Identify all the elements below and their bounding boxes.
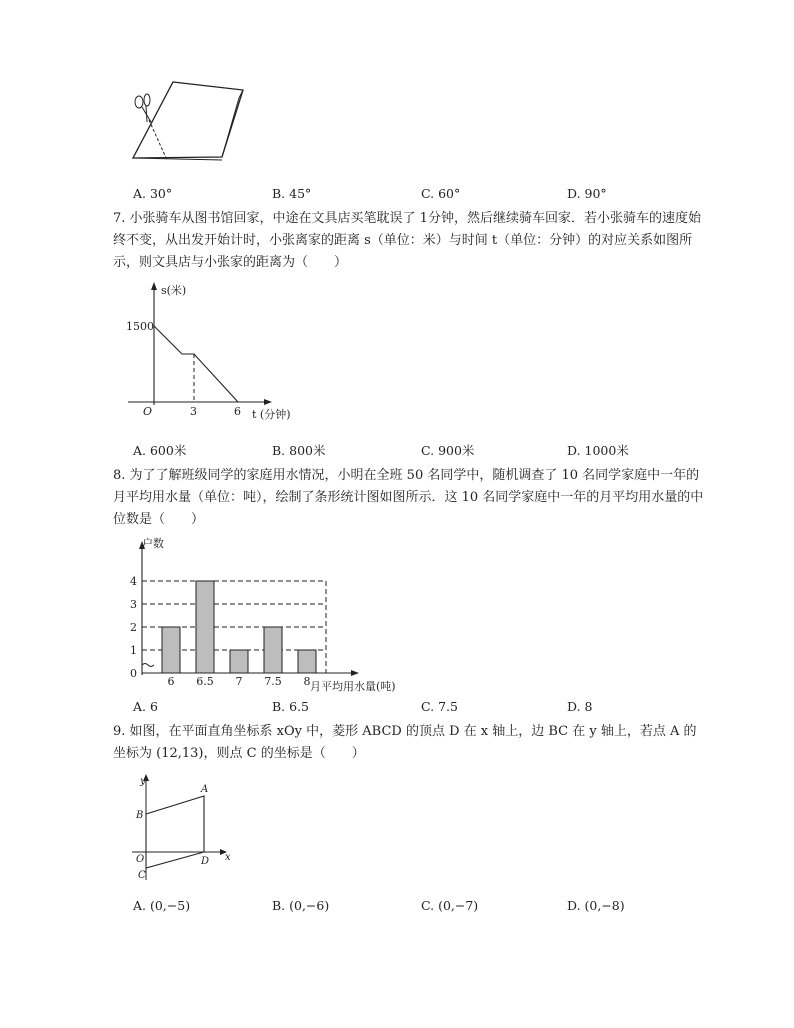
- chart-y-label: 户数: [142, 537, 164, 550]
- fig-point-d: D: [201, 856, 210, 867]
- water-usage-bar-chart: [120, 535, 420, 695]
- q6-option-c[interactable]: C. 60°: [421, 186, 461, 201]
- chart-bar: [162, 627, 180, 673]
- fig-point-c: C: [138, 870, 146, 881]
- q8-option-c[interactable]: C. 7.5: [421, 699, 458, 714]
- q7-text: 7. 小张骑车从图书馆回家，中途在文具店买笔耽误了 1分钟，然后继续骑车回家．若小张骑车的速度始终不变，从出发开始计时，小张离家的距离 s（单位：米）与时间 t（单位：分钟）的对应关系如图所示，则文具店与小张家的距离为（ ）: [113, 211, 701, 270]
- q6-option-d[interactable]: D. 90°: [567, 186, 607, 201]
- scissors-icon: [135, 94, 151, 122]
- chart-bar: [230, 650, 248, 673]
- graph-x-tick-3: 3: [190, 405, 197, 418]
- q8-question: [113, 465, 705, 531]
- q9-option-c[interactable]: C. (0,−7): [421, 898, 479, 913]
- graph-x-tick-6: 6: [234, 405, 241, 418]
- q7-option-c[interactable]: C. 900米: [421, 443, 475, 458]
- chart-x-label: 月平均用水量(吨): [310, 680, 396, 693]
- q9-option-a[interactable]: A. (0,−5): [133, 898, 191, 913]
- chart-x-tick: 7.5: [264, 675, 282, 688]
- chart-bar: [196, 581, 214, 673]
- fig-axis-y: y: [140, 776, 146, 787]
- chart-y-tick: 0: [130, 667, 137, 680]
- chart-bar: [264, 627, 282, 673]
- q7-question: [113, 208, 705, 274]
- rhombus-coordinate-figure: [128, 770, 238, 885]
- q9-text: 9. 如图，在平面直角坐标系 xOy 中，菱形 ABCD 的顶点 D 在 x 轴上，边 BC 在 y 轴上，若点 A 的坐标为 (12,13)，则点 C 的坐标是（ ）: [113, 724, 697, 761]
- chart-y-tick: 3: [130, 598, 137, 611]
- chart-bar: [298, 650, 316, 673]
- graph-y-label: s(米): [161, 284, 187, 297]
- q8-option-b[interactable]: B. 6.5: [272, 699, 310, 714]
- q9-option-b[interactable]: B. (0,−6): [272, 898, 330, 913]
- q7-option-b[interactable]: B. 800米: [272, 443, 326, 458]
- fig-point-a: A: [201, 784, 209, 795]
- q8-text: 8. 为了了解班级同学的家庭用水情况，小明在全班 50 名同学中，随机调查了 10 名同学家庭中一年的月平均用水量（单位：吨），绘制了条形统计图如图所示．这 10 名同学家庭中一年的月平均用水量的中位数是（ ）: [113, 468, 704, 527]
- graph-y-tick: 1500: [126, 320, 154, 333]
- axis-break-mark: [142, 664, 154, 667]
- chart-x-axis-arrow: [351, 670, 359, 676]
- q7-option-a[interactable]: A. 600米: [133, 443, 187, 458]
- q9-question: [113, 721, 705, 765]
- chart-x-tick: 6.5: [196, 675, 214, 688]
- chart-y-tick: 2: [130, 621, 137, 634]
- graph-origin: O: [143, 405, 153, 418]
- chart-x-tick: 7: [235, 675, 243, 688]
- q9-option-d[interactable]: D. (0,−8): [567, 898, 625, 913]
- fig-point-b: B: [136, 810, 144, 821]
- q8-option-a[interactable]: A. 6: [133, 699, 158, 714]
- q6-option-b[interactable]: B. 45°: [272, 186, 312, 201]
- paper-fold-figure: [125, 78, 250, 173]
- q6-option-a[interactable]: A. 30°: [133, 186, 173, 201]
- fig-axis-x: x: [225, 852, 231, 863]
- chart-x-tick: 6: [167, 675, 175, 688]
- graph-x-label: t (分钟): [252, 408, 291, 420]
- chart-y-tick: 1: [130, 644, 137, 657]
- chart-x-tick: 8: [303, 675, 311, 688]
- distance-time-graph: [118, 280, 298, 420]
- chart-y-tick: 4: [130, 575, 137, 588]
- fig-point-o: O: [136, 854, 145, 865]
- q7-option-d[interactable]: D. 1000米: [567, 443, 629, 458]
- q8-option-d[interactable]: D. 8: [567, 699, 593, 714]
